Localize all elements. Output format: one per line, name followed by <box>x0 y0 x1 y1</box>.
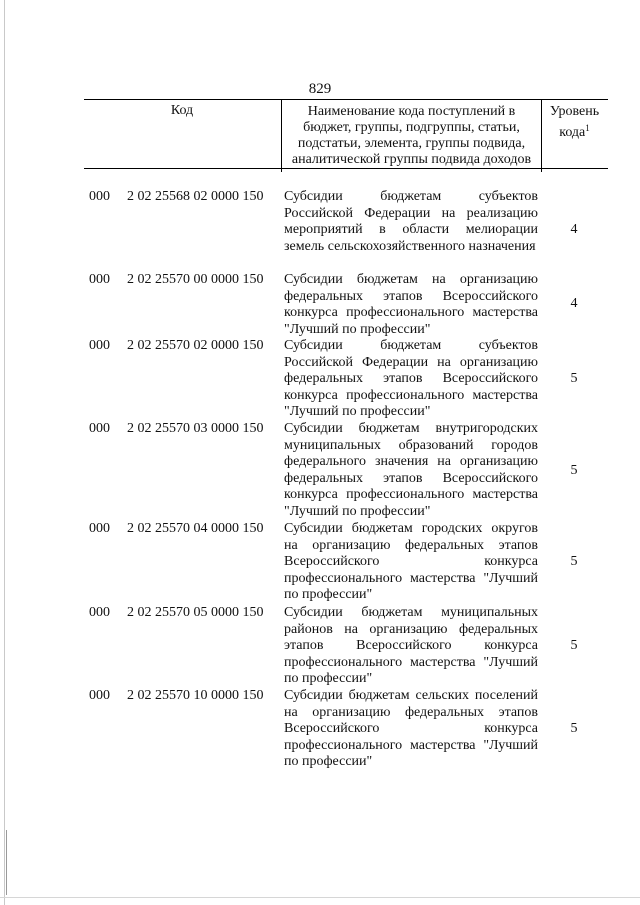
revenue-name: Субсидии бюджетам субъектов Российской Федерации на реализацию мероприятий в области мелиорации земель сельскохозяйственного назначения <box>284 189 538 254</box>
code-level: 5 <box>570 371 578 386</box>
revenue-code: 2 02 25570 05 0000 150 <box>127 605 264 620</box>
admin-code: 000 <box>89 189 110 204</box>
revenue-code: 2 02 25570 03 0000 150 <box>127 421 264 436</box>
admin-code: 000 <box>89 605 110 620</box>
code-level: 4 <box>570 296 578 311</box>
revenue-code: 2 02 25570 00 0000 150 <box>127 272 264 287</box>
code-level: 5 <box>570 721 578 736</box>
admin-code: 000 <box>89 338 110 353</box>
code-level: 5 <box>570 638 578 653</box>
revenue-name: Субсидии бюджетам внутригородских муниципальных образований городов федерального значения на организацию федеральных этапов Всероссийского конкурса профессионального мастерства "Лучший по профессии" <box>284 421 538 519</box>
header-level-label: Уровень кода <box>549 104 600 140</box>
revenue-name: Субсидии бюджетам городских округов на организацию федеральных этапов Всероссийского конкурса профессионального мастерства "Лучший по профессии" <box>284 521 538 603</box>
revenue-code: 2 02 25568 02 0000 150 <box>127 189 264 204</box>
header-name: Наименование кода поступлений в бюджет, группы, подгруппы, статьи, подстатьи, элемента, группы подвида, аналитической группы подвида доходов <box>281 100 542 172</box>
revenue-name: Субсидии бюджетам муниципальных районов на организацию федеральных этапов Всероссийского конкурса профессионального мастерства "Лучший по профессии" <box>284 605 538 687</box>
admin-code: 000 <box>89 421 110 436</box>
revenue-code: 2 02 25570 02 0000 150 <box>127 338 264 353</box>
code-level: 5 <box>570 463 578 478</box>
revenue-name: Субсидии бюджетам сельских поселений на организацию федеральных этапов Всероссийского конкурса профессионального мастерства "Лучший по профессии" <box>284 688 538 770</box>
page-number: 829 <box>308 81 332 97</box>
header-level-footnote-mark: 1 <box>585 123 590 133</box>
code-level: 4 <box>570 222 578 237</box>
revenue-name: Субсидии бюджетам на организацию федеральных этапов Всероссийского конкурса профессионального мастерства "Лучший по профессии" <box>284 272 538 337</box>
scan-edge <box>4 0 5 905</box>
revenue-name: Субсидии бюджетам субъектов Российской Федерации на организацию федеральных этапов Всероссийского конкурса профессионального мастерства "Лучший по профессии" <box>284 338 538 420</box>
admin-code: 000 <box>89 688 110 703</box>
scan-edge-bottom <box>0 897 640 898</box>
header-level <box>541 100 608 172</box>
scan-edge-mark <box>6 830 7 895</box>
admin-code: 000 <box>89 272 110 287</box>
code-level: 5 <box>570 554 578 569</box>
revenue-code: 2 02 25570 04 0000 150 <box>127 521 264 536</box>
revenue-code: 2 02 25570 10 0000 150 <box>127 688 264 703</box>
header-code: Код <box>170 103 194 118</box>
admin-code: 000 <box>89 521 110 536</box>
table-header <box>84 99 608 169</box>
